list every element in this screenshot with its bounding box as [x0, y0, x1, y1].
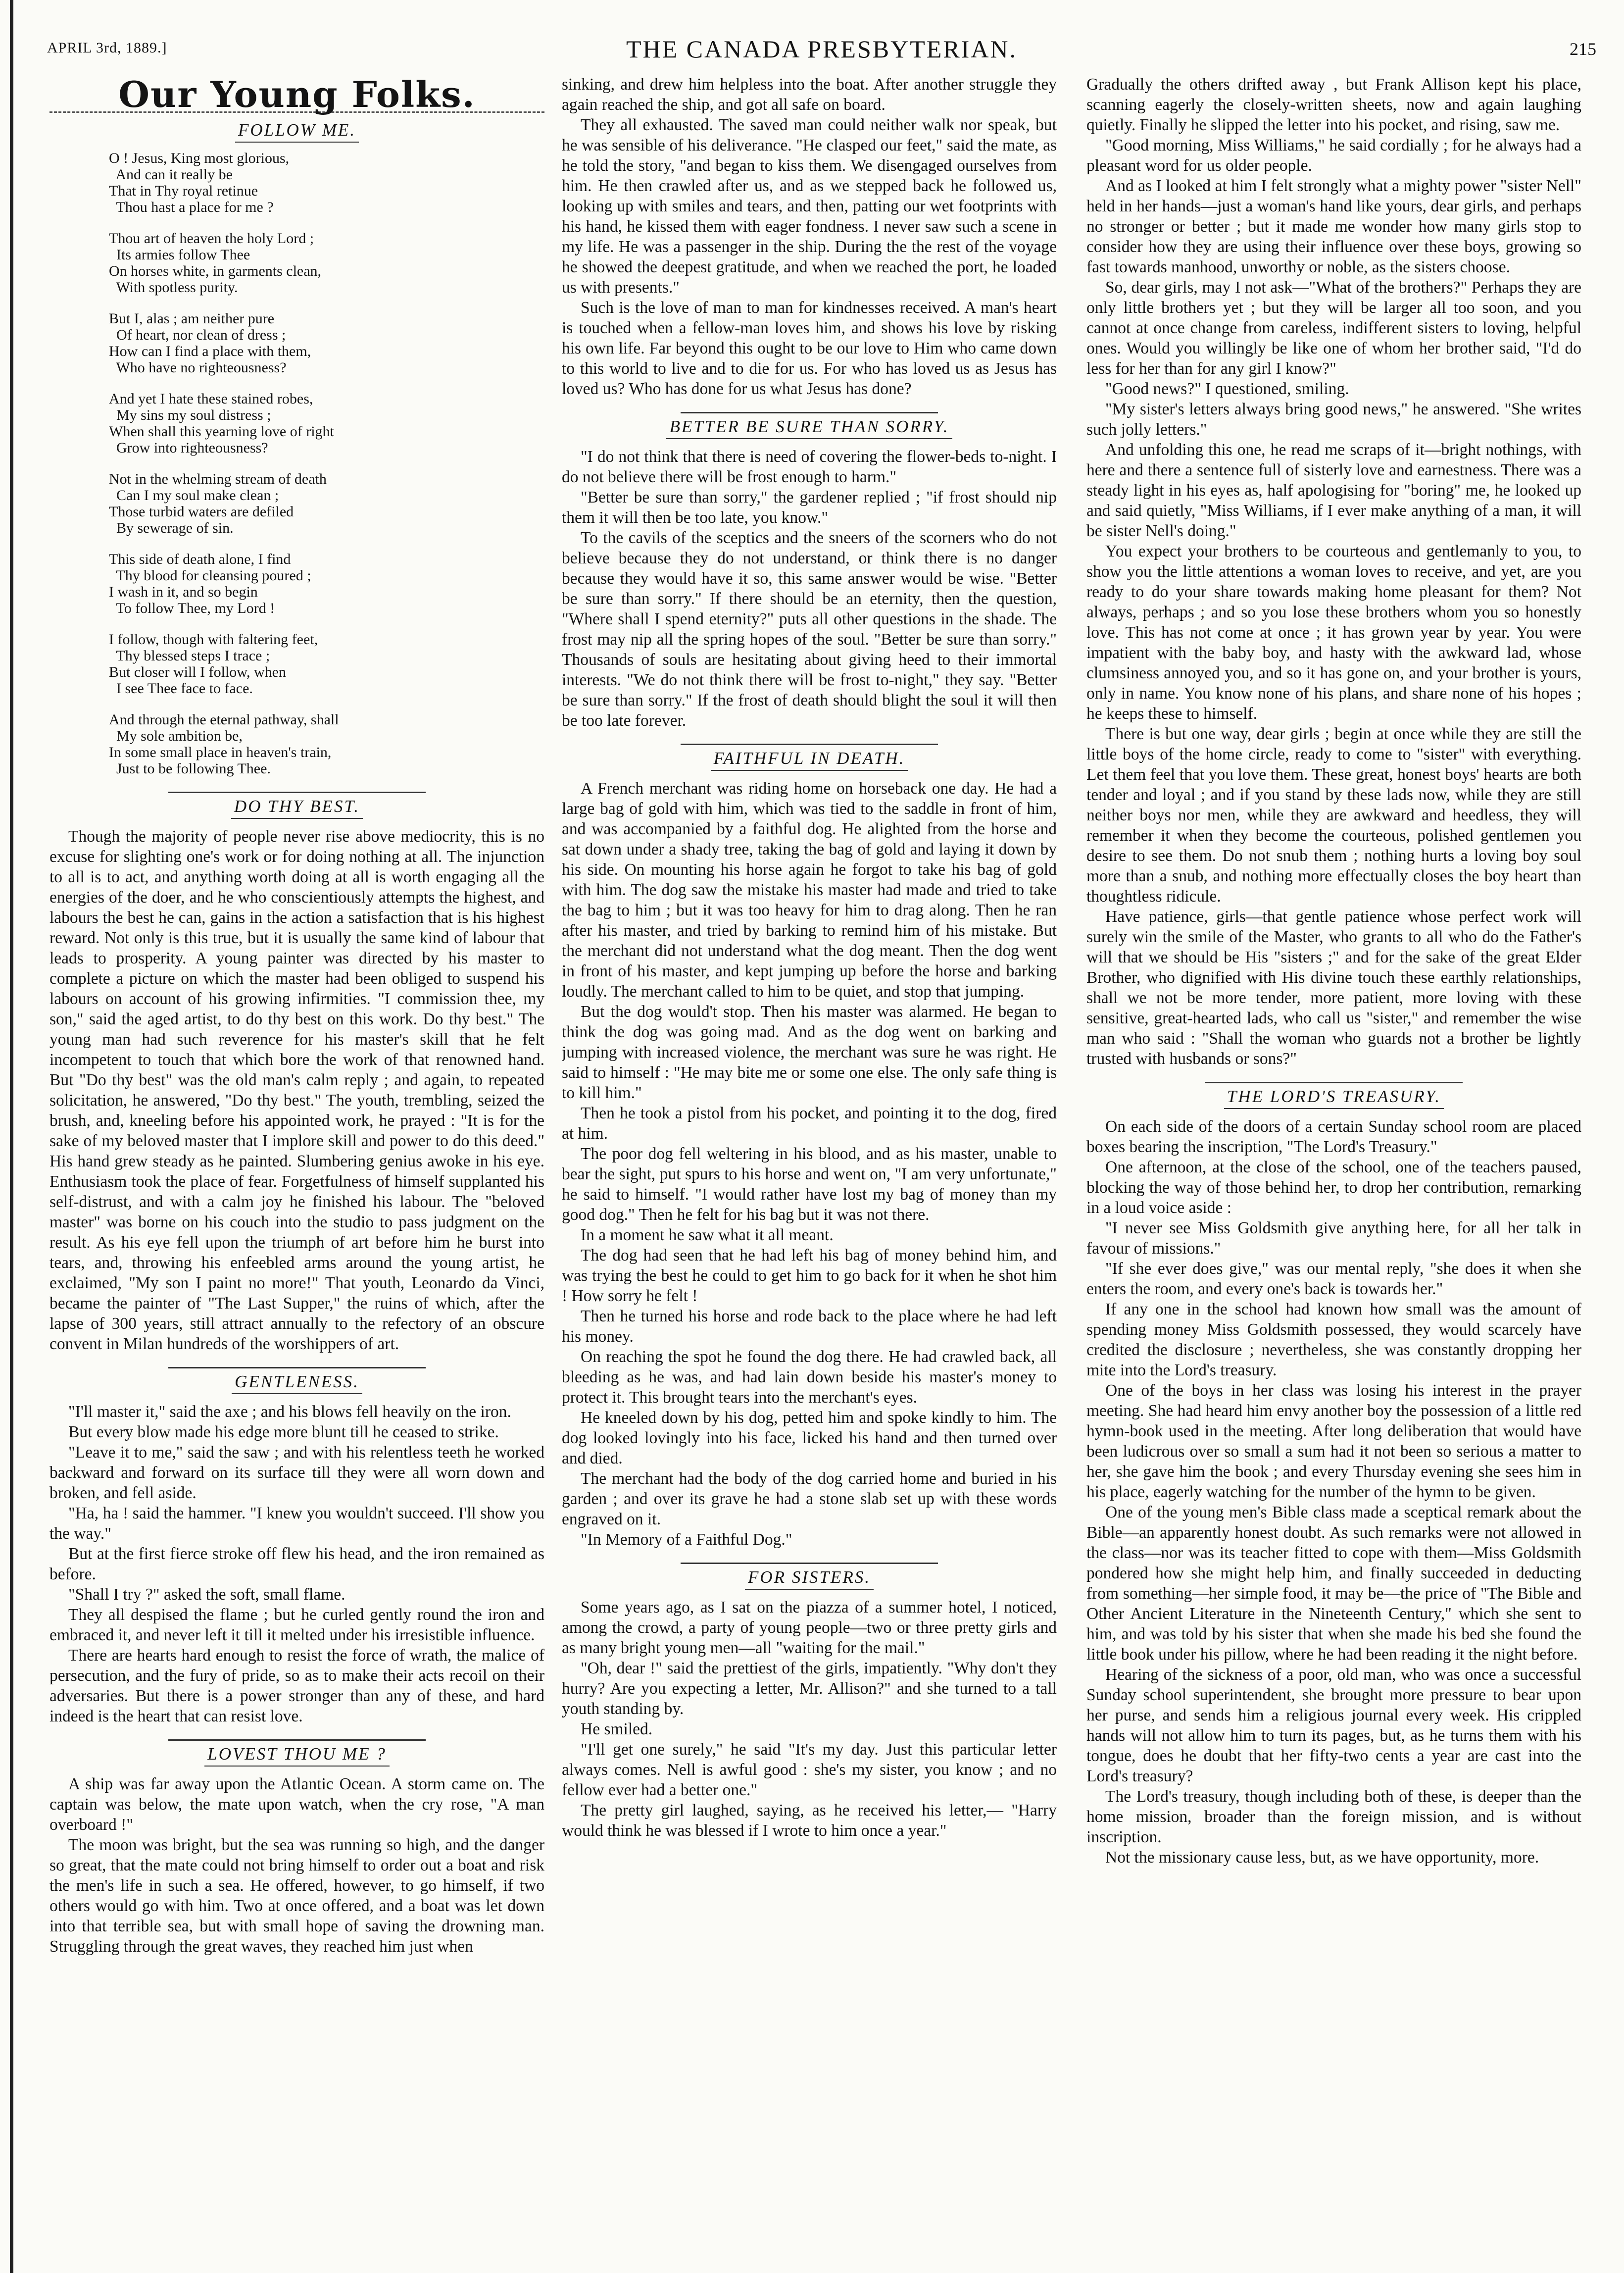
poem-stanza — [109, 631, 544, 697]
paragraph: "Good news?" I questioned, smiling. — [1105, 380, 1349, 398]
poem-line: Thou art of heaven the holy Lord ; — [109, 230, 314, 247]
divider-rule — [1205, 1082, 1463, 1083]
paragraph: "Oh, dear !" said the prettiest of the girls, impatiently. "Why don't they hurry? Are you expecting a letter, Mr. Allison?" and she turned to a tall youth standing by. — [562, 1659, 1057, 1718]
paragraph: Then he took a pistol from his pocket, and pointing it to the dog, fired at him. — [562, 1104, 1057, 1143]
heading-faithful-in-death: FAITHFUL IN DEATH. — [562, 748, 1057, 768]
paragraph: They all exhausted. The saved man could neither walk nor speak, but he was sensible of his deliverance. "He clasped our feet," said the mate, as he told the story, "and began to kiss them. We disengaged ourselves from him. He then crawled after us, and as we stepped back he followed us, looking up with smiles and tears, and then, patting our wet footprints with his hand, he kissed them with eager fondness. I never saw such a scene in my life. He was a passenger in the ship. During the the rest of the voyage he showed the deepest gratitude, and when we reached the port, he loaded us with presents." — [562, 116, 1057, 297]
paragraph: Gradually the others drifted away , but Frank Allison kept his place, scanning eagerly the closely-written sheets, now and again laughing quietly. Finally he slipped the letter into his pocket, and rising, saw me. — [1086, 75, 1581, 134]
paragraph: Such is the love of man to man for kindnesses received. A man's heart is touched when a fellow-man loves him, and shows his love by risking his own life. Far beyond this ought to be our love to Him who came down to this world to live and to die for us. For who has loved us as Jesus has loved us? Who has done for us what Jesus has done? — [562, 299, 1057, 398]
paragraph: He kneeled down by his dog, petted him and spoke kindly to him. The dog looked lovingly into his face, licked his hand and then turned over and died. — [562, 1409, 1057, 1467]
poem-line: That in Thy royal retinue — [109, 183, 258, 199]
poem-line: But closer will I follow, when — [109, 664, 286, 680]
paragraph: And unfolding this one, he read me scraps of it—bright nothings, with here and there a sentence full of sisterly love and earnestness. There was a steady light in his eyes as, half apologising for "boring" me, he looked up and said quietly, "Miss Williams, if I ever make anything of a man, it will be sister Nell's doing." — [1086, 441, 1581, 540]
poem-line: By sewerage of sin. — [109, 520, 234, 536]
poem-line: Thy blessed steps I trace ; — [109, 648, 270, 664]
heading-lords-treasury: THE LORD'S TREASURY. — [1086, 1086, 1581, 1107]
poem-line: With spotless purity. — [109, 279, 238, 296]
poem-line: On horses white, in garments clean, — [109, 263, 322, 279]
paragraph: On each side of the doors of a certain Sunday school room are placed boxes bearing the inscription, "The Lord's Treasury." — [1086, 1117, 1581, 1156]
paragraph: "Ha, ha ! said the hammer. "I knew you wouldn't succeed. I'll show you the way." — [49, 1504, 544, 1543]
poem-line: I see Thee face to face. — [109, 680, 253, 697]
paragraph: On reaching the spot he found the dog there. He had crawled back, all bleeding as he was, and had lain down beside his master's money to protect it. This brought tears into the merchant's eyes. — [562, 1348, 1057, 1407]
paragraph: Not the missionary cause less, but, as we have opportunity, more. — [1105, 1848, 1539, 1867]
poem-stanza — [109, 711, 544, 777]
poem-stanza — [109, 471, 544, 536]
paragraph: And as I looked at him I felt strongly what a mighty power "sister Nell" held in her hands—just a woman's hand like yours, dear girls, and perhaps no stronger or better ; but it made me wonder how many girls stop to consider how they are using their influence over these boys, growing so fast towards manhood, unworthy or noble, as the sisters choose. — [1086, 177, 1581, 276]
poem-line: Grow into righteousness? — [109, 440, 268, 456]
poem-line: And through the eternal pathway, shall — [109, 711, 339, 728]
article-faithful-in-death — [562, 778, 1057, 1550]
article-lovest-thou-me — [49, 1774, 544, 1957]
poem-line: I follow, though with faltering feet, — [109, 631, 318, 648]
section-masthead: Our Young Folks. — [118, 74, 476, 115]
paragraph: You expect your brothers to be courteous and gentlemanly to you, to show you the little attentions a woman loves to receive, and yet, are you ready to do your share towards making home pleasant for them? Not always, perhaps ; and so you lose these brothers whom you so honestly love. This has not come at once ; it has grown year by year. You were impatient with the baby boy, and hasty with the awkward lad, whose clumsiness annoyed you, and so it has gone on, and your brother is yours, only in name. You know none of his plans, and share none of his hopes ; he keeps these to himself. — [1086, 542, 1581, 723]
newspaper-title: THE CANADA PRESBYTERIAN. — [626, 35, 1018, 63]
paragraph: There is but one way, dear girls ; begin at once while they are still the little boys of the home circle, ready to come to "sister" with everything. Let them feel that you love them. These great, honest boys' hearts are both tender and loyal ; and if you stand by these lads now, while they are still neither boys nor men, while they are awkward and heedless, they will remember it when they become the courteous, polished gentlemen you desire to see them. Do not snub them ; nothing hurts a loving boy soul more than a snub, and nothing more effectually closes the boy heart than thoughtless ridicule. — [1086, 725, 1581, 906]
heading-follow-me: FOLLOW ME. — [49, 120, 544, 140]
issue-date: APRIL 3rd, 1889.] — [47, 40, 167, 56]
paragraph: "Leave it to me," said the saw ; and with his relentless teeth he worked backward and forward on its surface till they were all worn down and broken, and fell aside. — [49, 1443, 544, 1502]
paragraph: "I'll master it," said the axe ; and his blows fell heavily on the iron. — [68, 1403, 511, 1421]
heading-better-be-sure: BETTER BE SURE THAN SORRY. — [562, 416, 1057, 437]
paragraph: "If she ever does give," was our mental reply, "she does it when she enters the room, and every one's back is towards her." — [1086, 1260, 1581, 1298]
poem-line: Those turbid waters are defiled — [109, 504, 294, 520]
paragraph: So, dear girls, may I not ask—"What of the brothers?" Perhaps they are only little brothers yet ; but they will be larger all too soon, and you cannot at once change from careless, indifferent sisters to loving, helpful ones. Would you willingly be like one of whom her brother said, "I'd do less for her than for any girl I know?" — [1086, 278, 1581, 378]
divider-rule — [168, 1367, 426, 1368]
poem-line: My sole ambition be, — [109, 728, 243, 744]
paragraph: There are hearts hard enough to resist the force of wrath, the malice of persecution, and the fury of pride, so as to make their acts recoil on their adversaries. But there is a power stronger than any of these, and hard indeed is the heart that can resist love. — [49, 1646, 544, 1725]
paragraph: They all despised the flame ; but he curled gently round the iron and embraced it, and never left it till it melted under his irresistible influence. — [49, 1606, 544, 1644]
paragraph: Hearing of the sickness of a poor, old man, who was once a successful Sunday school superintendent, she brought more pressure to bear upon her purse, and sends him a religious journal every week. His crippled hands will not allow him to turn its pages, but, as he turns them with his tongue, does he doubt that her fifty-two cents a year are cast into the Lord's treasury? — [1086, 1666, 1581, 1785]
paragraph: In a moment he saw what it all meant. — [581, 1226, 834, 1244]
poem-line: Thou hast a place for me ? — [109, 199, 274, 215]
paragraph: Have patience, girls—that gentle patience whose perfect work will surely win the smile of the Master, who grants to all who do the Father's will that we should be His "sisters ;" and for the sake of the great Elder Brother, who dignified with His divine touch these earthly relationships, shall we not be more tender, more patient, more loving with these sensitive, great-hearted lads, who call us "sister," and remember the wise man who said : "Shall the woman who guards not a brother be lightly trusted with husbands or sons?" — [1086, 908, 1581, 1068]
poem-line: When shall this yearning love of right — [109, 423, 334, 440]
paragraph: The pretty girl laughed, saying, as he received his letter,— "Harry would think he was blessed if I wrote to him once a year." — [562, 1801, 1057, 1840]
poem-stanza — [109, 310, 544, 376]
poem-follow-me — [109, 150, 544, 777]
paragraph: The Lord's treasury, though including both of these, is deeper than the home mission, broader than the foreign mission, and is without inscription. — [1086, 1787, 1581, 1846]
divider-rule — [168, 1739, 426, 1741]
poem-stanza — [109, 150, 544, 215]
heading-do-thy-best: DO THY BEST. — [49, 796, 544, 816]
article-lords-treasury — [1086, 1116, 1581, 1868]
paragraph: "I'll get one surely," he said "It's my day. Just this particular letter always comes. Nell is awful good : she's my sister, you know ; and no fellow ever had a better one." — [562, 1740, 1057, 1799]
paragraph: "Better be sure than sorry," the gardener replied ; "if frost should nip them it will then be too late, you know." — [562, 488, 1057, 527]
paragraph: Then he turned his horse and rode back to the place where he had left his money. — [562, 1307, 1057, 1346]
article-better-be-sure — [562, 447, 1057, 731]
paragraph: Though the majority of people never rise above mediocrity, this is no excuse for slighting one's work or for doing nothing at all. The injunction to all is to act, and anything worth doing at all is worth engaging all the energies of the doer, and he who conscientiously attempts the highest, and labours the best he can, gains in the action a satisfaction that is his highest reward. Not only is this true, but it is usually the same kind of labour that leads to prosperity. A young painter was directed by his master to complete a picture on which the master had been obliged to suspend his labours on account of his growing infirmities. "I commission thee, my son," said the aged artist, to do thy best on this work. Do thy best." The young man had such reverence for his master's skill that he felt incompetent to touch that which bore the work of that renowned hand. But "Do thy best" was the old man's calm reply ; and again, to repeated solicitation, he answered, "Do thy best." The youth, trembling, seized the brush, and, kneeling before his appointed work, he prayed : "It is for the sake of my beloved master that I implore skill and power to do this deed." His hand grew steady as he painted. Slumbering genius awoke in his eye. Enthusiasm took the place of fear. Forgetfulness of himself supplanted his self-distrust, and with a calm joy he finished his labour. The "beloved master" was borne on his couch into the studio to pass judgment on the result. As his eye fell upon the triumph of art before him he burst into tears, and, throwing his enfeebled arms around the young artist, he exclaimed, "My son I paint no more!" That youth, Leonardo da Vinci, became the painter of "The Last Supper," the ruins of which, after the lapse of 300 years, still attract annually to the refectory of an obscure convent in Milan hundreds of the worshippers of art. — [49, 827, 544, 1353]
heading-for-sisters: FOR SISTERS. — [562, 1567, 1057, 1587]
page-number: 215 — [1570, 39, 1596, 59]
poem-line: How can I find a place with them, — [109, 343, 311, 359]
paragraph: A French merchant was riding home on horseback one day. He had a large bag of gold with him, which was tied to the saddle in front of him, and was accompanied by a faithful dog. He alighted from the horse and sat down under a shady tree, taking the bag of gold and laying it down by his side. On mounting his horse again he forgot to take his bag of gold with him. The dog saw the mistake his master had made and tried to take the bag to him ; but it was too heavy for him to drag along. Then he ran after his master, and tried by barking to remind him of his mistake. But the merchant did not understand what the dog meant. Then the dog went in front of his master, and kept jumping up before the horse and barking loudly. The merchant called to him to be quiet, and stop that jumping. — [562, 779, 1057, 1001]
paragraph: One of the young men's Bible class made a sceptical remark about the Bible—an apparently honest doubt. As such remarks were not allowed in the class—nor was its teacher fitted to cope with them—Miss Goldsmith pondered how she might help him, and finally succeeded in deducting from something—her simple food, it may be—the price of "The Bible and Other Ancient Literature in the Nineteenth Century," which she sent to him, and was told by his sister that when she made his bed she found the little book under his pillow, where he had been reading it the night before. — [1086, 1503, 1581, 1664]
paragraph: One of the boys in her class was losing his interest in the prayer meeting. She had heard him envy another boy the possession of a little red hymn-book used in the meeting. After long deliberation that would have been ludicrous over so small a sum had it not been so serious a matter to her, she gave him the book ; and every Thursday evening she sees him in his place, eagerly watching for the number of the hymn to be given. — [1086, 1381, 1581, 1501]
divider-rule — [681, 744, 938, 745]
article-for-sisters-continued — [1086, 74, 1581, 1069]
poem-line: Its armies follow Thee — [109, 247, 250, 263]
poem-line: But I, alas ; am neither pure — [109, 310, 275, 327]
paragraph: The moon was bright, but the sea was running so high, and the danger so great, that the mate could not bring himself to order out a boat and risk the men's life in such a sea. He offered, however, to go himself, if two others would go with him. Two at once offered, and a boat was let down into that terrible sea, but with small hope of saving the drowning man. Struggling through the great waves, they reached him just when — [49, 1836, 544, 1956]
poem-line: O ! Jesus, King most glorious, — [109, 150, 290, 166]
column-3 — [1086, 74, 1581, 2263]
paragraph: Some years ago, as I sat on the piazza of a summer hotel, I noticed, among the crowd, a party of young people—two or three pretty girls and as many bright young men—all "waiting for the mail." — [562, 1598, 1057, 1657]
column-2 — [562, 74, 1057, 2263]
poem-stanza — [109, 551, 544, 616]
heading-gentleness: GENTLENESS. — [49, 1371, 544, 1392]
poem-line: Who have no righteousness? — [109, 359, 287, 376]
article-lovest-thou-me-continued — [562, 74, 1057, 399]
paragraph: "Good morning, Miss Williams," he said cordially ; for he always had a pleasant word for us older people. — [1086, 136, 1581, 175]
poem-line: Just to be following Thee. — [109, 760, 271, 777]
poem-line: This side of death alone, I find — [109, 551, 291, 567]
divider-rule — [681, 1563, 938, 1564]
poem-line: Not in the whelming stream of death — [109, 471, 327, 487]
poem-line: My sins my soul distress ; — [109, 407, 271, 423]
article-gentleness — [49, 1402, 544, 1726]
paragraph: But every blow made his edge more blunt till he ceased to strike. — [68, 1423, 499, 1441]
paragraph: The poor dog fell weltering in his blood, and as his master, unable to bear the sight, put spurs to his horse and went on, "I am very unfortunate," he said to himself. "I would rather have lost my bag of money than my good dog." Then he felt for his bag but it was not there. — [562, 1145, 1057, 1224]
poem-stanza — [109, 230, 544, 296]
poem-stanza — [109, 391, 544, 456]
article-do-thy-best — [49, 826, 544, 1354]
paragraph: If any one in the school had known how small was the amount of spending money Miss Goldsmith possessed, they would scarcely have credited the disclosure ; nevertheless, she was constantly dropping her mite into the Lord's treasury. — [1086, 1300, 1581, 1379]
poem-line: Thy blood for cleansing poured ; — [109, 567, 311, 584]
poem-line: Can I my soul make clean ; — [109, 487, 279, 504]
poem-line: In some small place in heaven's train, — [109, 744, 332, 760]
paragraph: He smiled. — [581, 1720, 653, 1738]
paragraph: The dog had seen that he had left his bag of money behind him, and was trying the best he could to get him to go back for it when he shot him ! How sorry he felt ! — [562, 1246, 1057, 1305]
poem-line: Of heart, nor clean of dress ; — [109, 327, 286, 343]
poem-line: I wash in it, and so begin — [109, 584, 258, 600]
page-edge-rule — [10, 0, 13, 2273]
paragraph: "I do not think that there is need of covering the flower-beds to-night. I do not believe there will be frost enough to harm." — [562, 448, 1057, 486]
column-1 — [49, 74, 544, 2263]
paragraph: One afternoon, at the close of the school, one of the teachers paused, blocking the way of those behind her, to drop her contribution, remarking in a loud voice aside : — [1086, 1158, 1581, 1217]
paragraph: "I never see Miss Goldsmith give anything here, for all her talk in favour of missions." — [1086, 1219, 1581, 1258]
paragraph: "In Memory of a Faithful Dog." — [581, 1530, 792, 1549]
divider-rule — [168, 792, 426, 793]
article-for-sisters — [562, 1597, 1057, 1841]
paragraph: "Shall I try ?" asked the soft, small flame. — [68, 1585, 345, 1604]
poem-line: And can it really be — [109, 166, 233, 183]
paragraph: A ship was far away upon the Atlantic Ocean. A storm came on. The captain was below, the mate upon watch, when the cry rose, "A man overboard !" — [49, 1775, 544, 1834]
page-header — [47, 35, 1596, 64]
paragraph: But at the first fierce stroke off flew his head, and the iron remained as before. — [49, 1545, 544, 1583]
paragraph: To the cavils of the sceptics and the sneers of the scorners who do not believe because they do not understand, or think there is no danger because they would have it so, this same answer would be wise. "Better be sure than sorry." If there should be an eternity, then the question, "Where shall I spend eternity?" puts all other questions in the shade. The frost may nip all the spring hopes of the soul. "Better be sure than sorry." Thousands of souls are hesitating about giving heed to their immortal interests. "We do not think there will be frost to-night," they say. "Better be sure than sorry." If the frost of death should blight the soul it will then be too late forever. — [562, 529, 1057, 730]
paragraph: The merchant had the body of the dog carried home and buried in his garden ; and over its grave he had a stone slab set up with these words engraved on it. — [562, 1469, 1057, 1528]
paragraph: sinking, and drew him helpless into the boat. After another struggle they again reached the ship, and got all safe on board. — [562, 75, 1057, 114]
heading-lovest-thou-me: LOVEST THOU ME ? — [49, 1744, 544, 1764]
divider-rule — [681, 412, 938, 413]
poem-line: And yet I hate these stained robes, — [109, 391, 313, 407]
paragraph: "My sister's letters always bring good news," he answered. "She writes such jolly letters." — [1086, 400, 1581, 439]
paragraph: But the dog would't stop. Then his master was alarmed. He began to think the dog was going mad. And as the dog went on barking and jumping with increased violence, the merchant was sure he was right. He said to himself : "He may bite me or some one else. The only safe thing is to kill him." — [562, 1003, 1057, 1102]
poem-line: To follow Thee, my Lord ! — [109, 600, 275, 616]
